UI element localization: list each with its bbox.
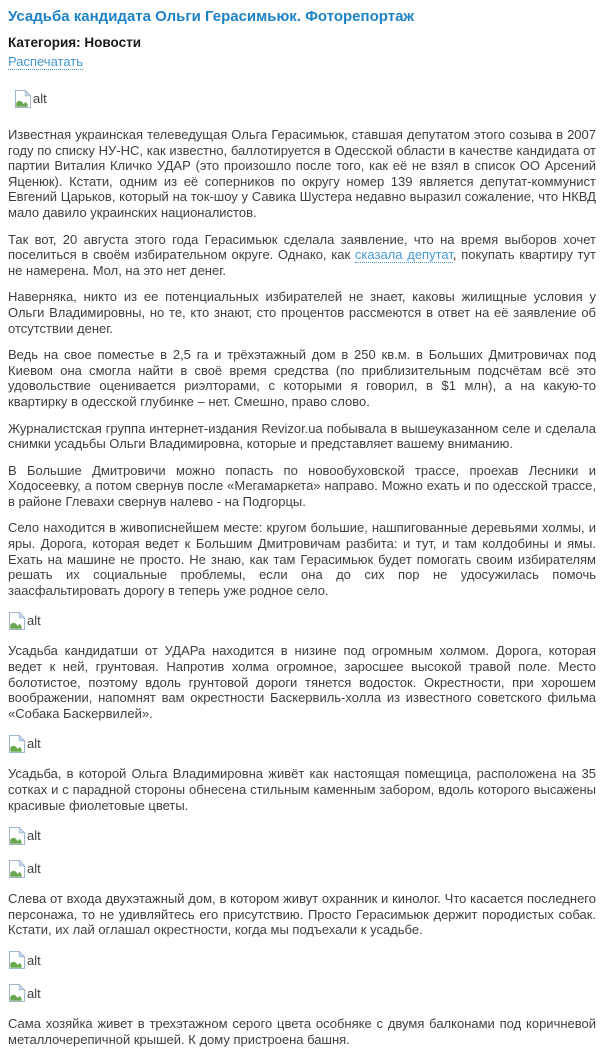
broken-image-placeholder (8, 825, 596, 846)
print-link[interactable]: Распечатать (8, 54, 84, 69)
inline-link[interactable]: сказала депутат (354, 247, 453, 263)
broken-image-icon (8, 826, 26, 846)
article-paragraph: Наверняка, никто из ее потенциальных избирателей не знает, каковы жилищные условия у Ольги Владимировны, но те, кто знают, сто процентов рассмеются в ответ на её заявление об отсутствии денег. (8, 289, 596, 336)
article-title: Усадьба кандидата Ольги Герасимьюк. Фоторепортаж (8, 8, 415, 25)
article-paragraph: Усадьба, в которой Ольга Владимировна живёт как настоящая помещица, расположена на 35 сотках и с парадной стороны обнесена стильным каменным забором, вдоль которого высажены красивые фиолетовые цветы. (8, 766, 596, 813)
article-paragraph: Усадьба кандидатши от УДАРа находится в низине под огромным холмом. Дорога, которая ведет к ней, грунтовая. Напротив холма огромное, заросшее высокой травой поле. Место болотистое, поэтому вдоль грунтовой дороги тянется водосток. Окрестности, при хорошем воображении, напомнят вам окрестности Баскервиль-холла из известного советского фильма «Собака Баскервилей». (8, 643, 596, 721)
article-paragraph: Сама хозяйка живет в трехэтажном серого цвета особняке с двумя балконами под коричневой металлочерепичной крышей. К дому пристроена башня. (8, 1015, 596, 1047)
broken-image-placeholder (8, 733, 596, 754)
article-paragraph: Ведь на свое поместье в 2,5 га и трёхэтажный дом в 250 кв.м. в Больших Дмитровичах под Киевом она смогла найти в своё время средства (по приблизительным подсчётам всё это удовольствие оценивается риэлторами, с которыми я говорил, в $1 млн), а на какую-то квартирку в одесской глубинке – нет. Смешно, право слово. (8, 347, 596, 409)
article-paragraph: Так вот, 20 августа этого года Герасимьюк сделала заявление, что на время выборов хочет поселиться в своём избирательном округе. Однако, как сказала депутат, покупать квартиру тут не намерена. Мол, на это нет денег. (8, 231, 596, 278)
category-label: Категория: Новости (8, 35, 141, 50)
broken-image-alt-text: alt (33, 91, 47, 106)
broken-image-alt-text: alt (27, 952, 41, 968)
broken-image-alt-text: alt (27, 613, 41, 629)
broken-image-placeholder (8, 983, 596, 1004)
broken-image-alt-text: alt (27, 736, 41, 752)
broken-image-icon (8, 859, 26, 879)
article-paragraph: Слева от входа двухэтажный дом, в котором живут охранник и кинолог. Что касается последнего персонажа, то не удивляйтесь его присутствию. Просто Герасимьюк держит породистых собак. Кстати, их лай оглашал окрестности, когда мы подъехали к усадьбе. (8, 891, 596, 938)
broken-image-icon (8, 611, 26, 631)
broken-image-icon (8, 983, 26, 1003)
broken-image-alt-text: alt (27, 985, 41, 1001)
broken-image-alt-text: alt (27, 861, 41, 877)
broken-image-placeholder (8, 858, 596, 879)
broken-image-icon (14, 89, 32, 109)
broken-image-icon (8, 734, 26, 754)
article-paragraph: В Большие Дмитровичи можно попасть по новообуховской трассе, проехав Лесники и Ходосеевку, а потом свернув после «Мегамаркета» направо. Можно ехать и по одесской трассе, в районе Глевахи свернув налево - на Подгорцы. (8, 462, 596, 509)
broken-image-placeholder (14, 88, 596, 109)
article-paragraph: Село находится в живописнейшем месте: кругом большие, нашпигованные деревьями холмы, и яры. Дорога, которая ведет к Большим Дмитровичам разбита: и тут, и там колдобины и ямы. Ехать на машине не просто. Не знаю, как там Герасимьюк будет помогать своим избирателям решать их социальные проблемы, если она до сих пор не удосужилась помочь заасфальтировать дорогу в теперь уже родное село. (8, 520, 596, 598)
article-paragraph: Известная украинская телеведущая Ольга Герасимьюк, ставшая депутатом этого созыва в 2007 году по списку НУ-НС, как известно, баллотируется в Одесской области в качестве кандидата от партии Виталия Кличко УДАР (это произошло после того, как её не взял в список ОО Арсений Яценюк). Кстати, одним из её соперников по округу номер 139 является депутат-коммунист Евгений Царьков, который на ток-шоу у Савика Шустера недавно выразил сожаление, что НКВД мало давило украинских националистов. (8, 127, 596, 220)
article-paragraph: Журналистская группа интернет-издания Revizor.ua побывала в вышеуказанном селе и сделала снимки усадьбы Ольги Владимировна, которые и представляет вашему вниманию. (8, 420, 596, 452)
broken-image-alt-text: alt (27, 828, 41, 844)
broken-image-icon (8, 950, 26, 970)
broken-image-placeholder (8, 610, 596, 631)
article-body (8, 88, 596, 1047)
broken-image-placeholder (8, 950, 596, 971)
